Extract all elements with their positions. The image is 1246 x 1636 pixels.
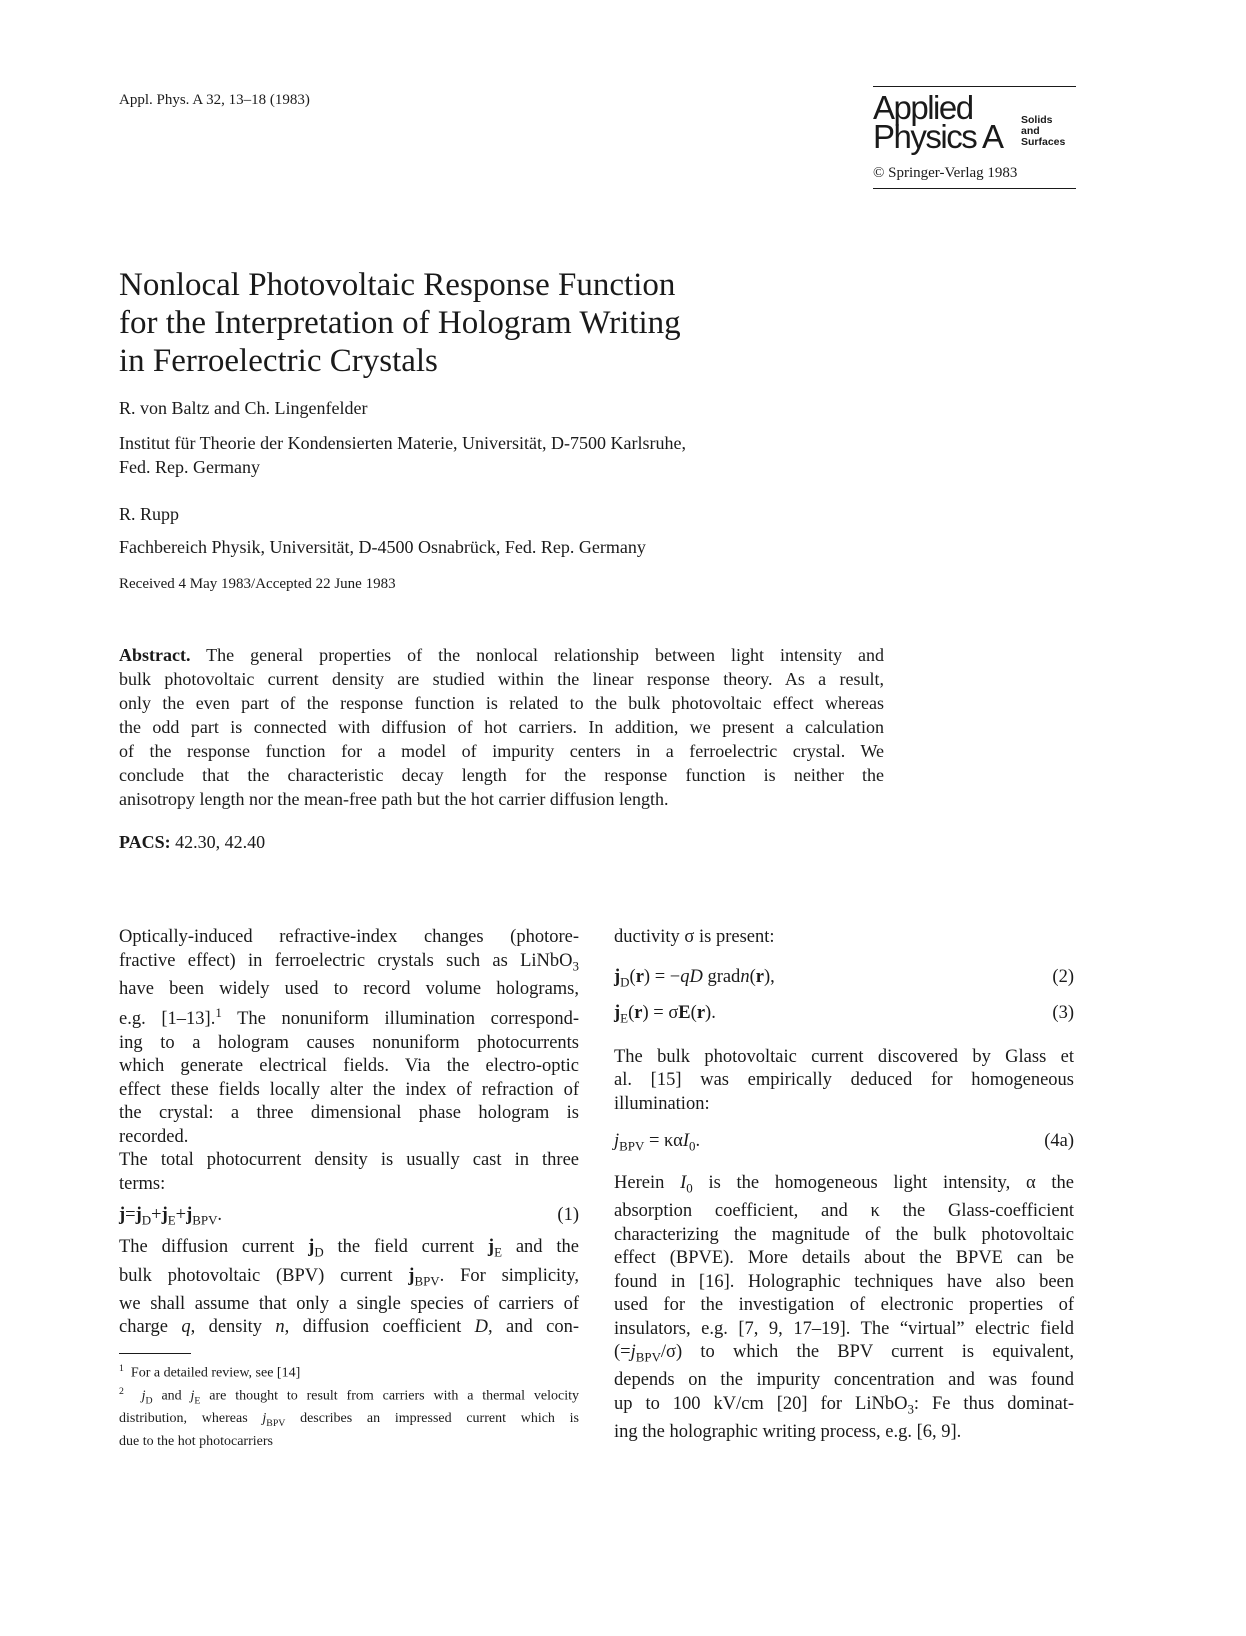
paper-title: Nonlocal Photovoltaic Response Function for the Interpretation of Hologram Writing in Ferroelectric Crystals [119, 267, 681, 379]
equation-1: $j=j_D+j_E+j_{BPV}$. (1) [119, 1205, 579, 1229]
received-date: Received 4 May 1983/Accepted 22 June 1983 [119, 576, 396, 592]
copyright-line: © Springer-Verlag 1983 [873, 165, 1018, 181]
right-column [614, 926, 1074, 1445]
diffusion-paragraph: The diffusion current $j_D$ the field current $j_E$ and the bulk photovoltaic (BPV) current $j_{BPV}$. For simplicity, we shall assume that only a single species of carriers of charge q, density n, diffusion coefficient D, and con- [119, 1237, 579, 1338]
masthead-top-rule [873, 86, 1076, 87]
intro-paragraph: Optically-induced refractive-index changes (photore- fractive effect) in ferroelectric crystals such as LiNbO$_3$ have been widely used to record volume holograms, e.g. [1–13].$^1$ The nonuniform illumination correspond- ing to a hologram causes nonuniform photocurrents which generate electrical fields. Via the electro-optic effect these fields locally alter the index of refraction of the crystal: a three dimensional phase hologram is recorded. [119, 927, 579, 1147]
equation-4a: $j_{BPV} = \kappa\alpha I_0$. (4a) [614, 1131, 1074, 1154]
footnote-2: $^2$ $j_D$ and $j_E$ are thought to result from carriers with a thermal velocity [119, 1385, 579, 1407]
journal-logo-name: Applied Physics A [873, 89, 1003, 155]
author-list-2: R. Rupp [119, 504, 180, 524]
footnotes: $^1$ For a detailed review, see [14] $^2$ $j_D$ and $j_E$ are thought to result from carriers with a thermal velocity distribution, whereas $j_{BPV}$ describes an impressed current which is due to the hot photocarriers [119, 1360, 579, 1451]
footnote-1: $^1$ For a detailed review, see [14] [119, 1363, 301, 1381]
conductivity-line: ductivity σ is present: [614, 927, 775, 947]
abstract-label: Abstract. [119, 645, 191, 665]
equation-1-number: (1) [557, 1205, 579, 1226]
herein-paragraph: Herein $I_0$ is the homogeneous light intensity, α the absorption coefficient, and κ the Glass-coefficient characterizing the magnitude of the bulk photovoltaic effect (BPVE). More details about the BPVE can be found in [16]. Holographic techniques have also been used for the investigation of electronic properties of insulators, e.g. [7, 9, 17–19]. The “virtual” electric field $(=j_{BPV}/\sigma)$ to which the BPV current is equivalent, depends on the impurity concentration and was found up to 100 kV/cm [20] for LiNbO$_3$: Fe thus dominat- ing the holographic writing process, e.g. [6, 9]. [614, 1173, 1074, 1443]
author-list-1: R. von Baltz and Ch. Lingenfelder [119, 398, 368, 418]
masthead-bottom-rule [873, 188, 1076, 189]
bulk-current-paragraph: The bulk photovoltaic current discovered by Glass et al. [15] was empirically deduced for homogeneous illumination: [614, 1046, 1074, 1114]
footnote-mark-1[interactable]: 1 [215, 1005, 222, 1021]
equation-2-number: (2) [1052, 966, 1074, 987]
abstract: Abstract. The general properties of the nonlocal relationship between light intensity and bulk photovoltaic current density are studied within the linear response theory. As a result, only the even part of the response function is related to the bulk photovoltaic effect whereas the odd part is connected with diffusion of hot carriers. In addition, we present a calculation of the response function for a model of impurity centers in a ferroelectric crystal. We conclude that the characteristic decay length for the response function is neither the anisotropy length nor the mean-free path but the hot carrier diffusion length. [119, 645, 884, 809]
equation-3: $j_E(r) = \sigma E(r)$. (3) [614, 1002, 1074, 1026]
journal-logo [873, 89, 1076, 165]
affiliation-1: Institut für Theorie der Kondensierten Materie, Universität, D-7500 Karlsruhe, Fed. Rep. Germany [119, 433, 686, 477]
journal-logo-section: Solids and Surfaces [1021, 114, 1066, 148]
pacs-codes: PACS: 42.30, 42.40 [119, 832, 266, 852]
equation-4a-number: (4a) [1044, 1131, 1074, 1151]
equation-3-number: (3) [1052, 1002, 1074, 1023]
equation-2: $j_D(r) = -qD$ gradn(r), (2) [614, 966, 1074, 990]
left-column [119, 926, 579, 1340]
footnote-divider [119, 1353, 191, 1354]
affiliation-2: Fachbereich Physik, Universität, D-4500 Osnabrück, Fed. Rep. Germany [119, 537, 646, 557]
photocurrent-paragraph: The total photocurrent density is usually cast in three terms: [119, 1150, 579, 1194]
journal-citation: Appl. Phys. A 32, 13–18 (1983) [119, 92, 310, 108]
journal-masthead [873, 86, 1076, 189]
